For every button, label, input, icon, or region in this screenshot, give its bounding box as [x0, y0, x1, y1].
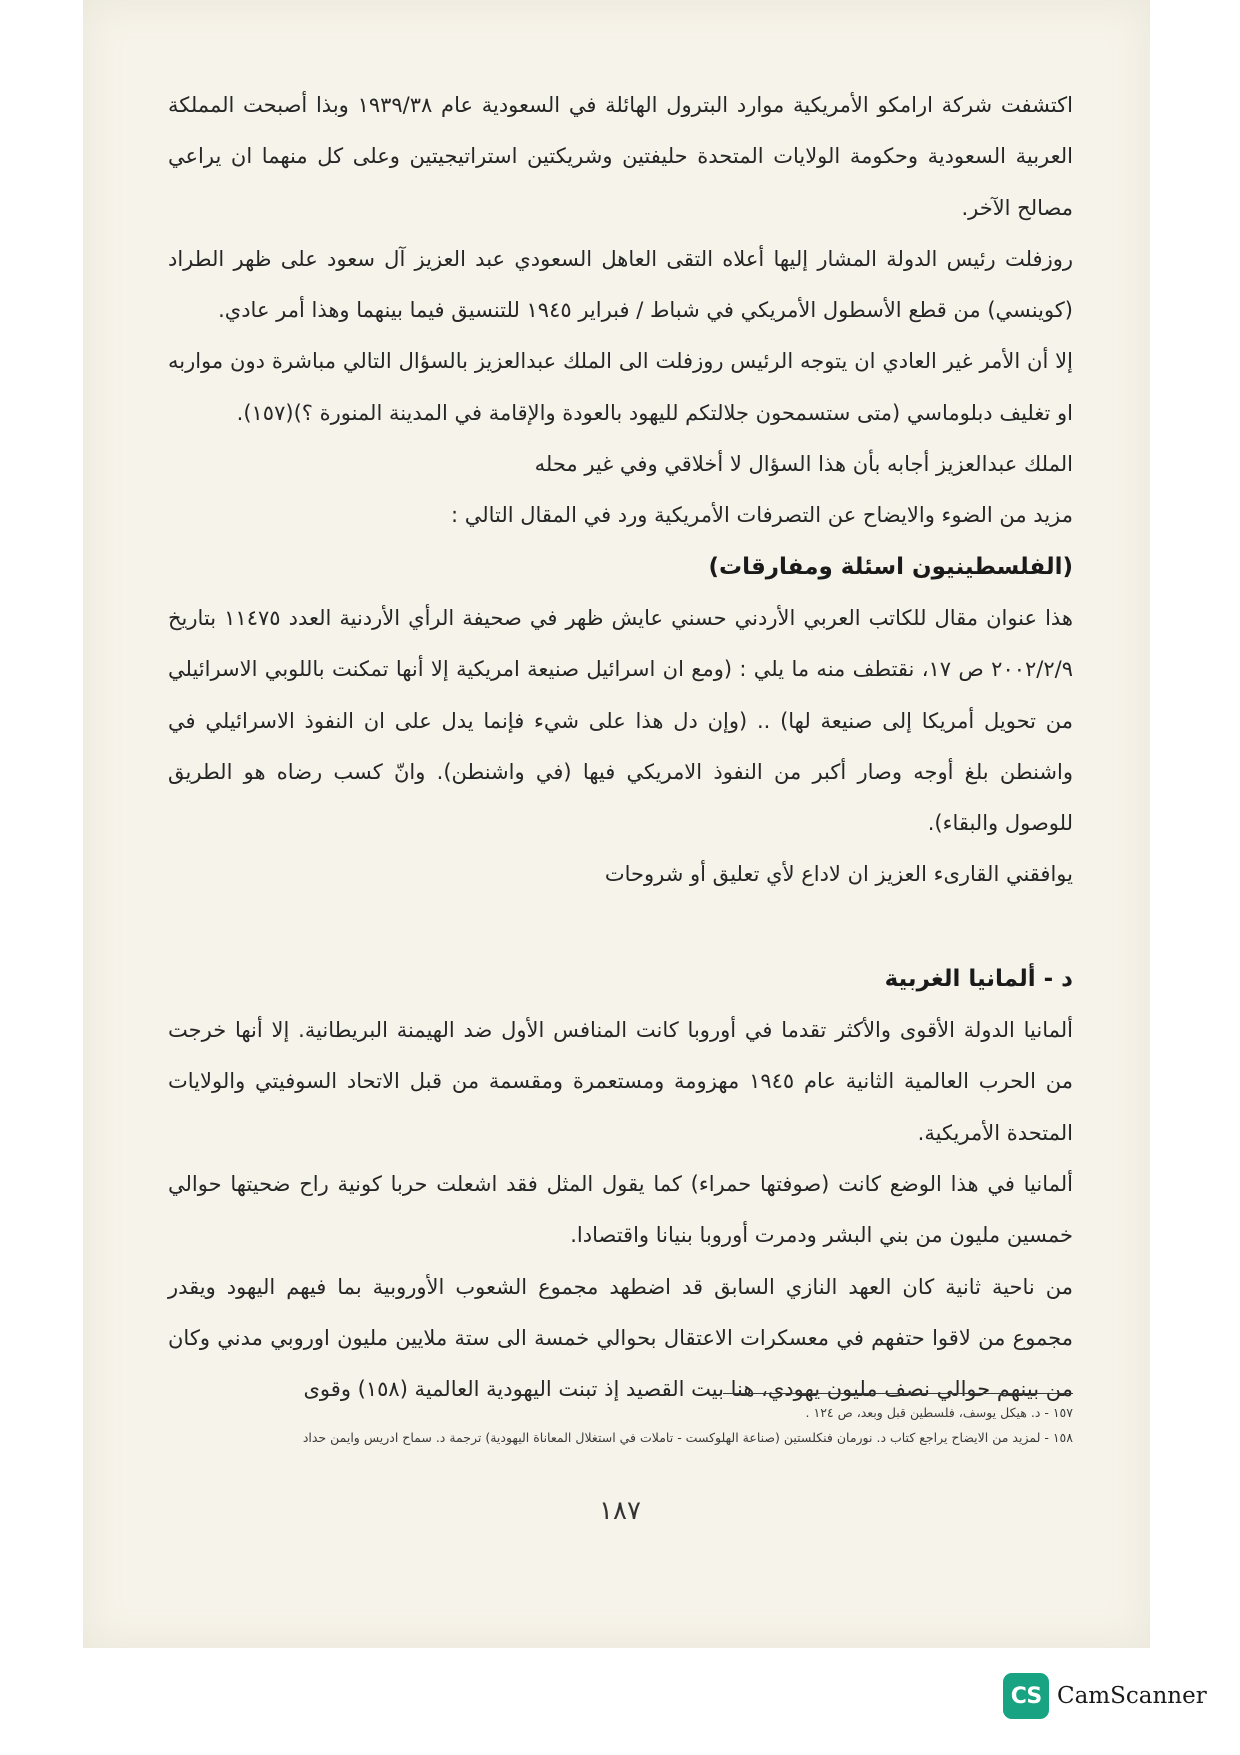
footnote-divider — [723, 1393, 1073, 1394]
camscanner-watermark — [1003, 1670, 1207, 1722]
paragraph: مزيد من الضوء والايضاح عن التصرفات الأمريكية ورد في المقال التالي : — [450, 503, 1073, 528]
paragraph: ألمانيا في هذا الوضع كانت (صوفتها حمراء) كما يقول المثل فقد اشعلت حربا كونية راح ضحيتها حوالي خمسين مليون من بني البشر ودمرت أوروبا بنيانا واقتصادا. — [168, 1171, 1073, 1248]
paragraph: من ناحية ثانية كان العهد النازي السابق قد اضطهد مجموع الشعوب الأوروبية بما فيهم اليهود ويقدر مجموع من لاقوا حتفهم في معسكرات الاعتقال بحوالي خمسة الى ستة ملايين مليون اوروبي مدني وكان من بينهم حوالي نصف مليون يهودي، هنا بيت القصيد إذ تبنت اليهودية العالمية (١٥٨) وقوى — [168, 1274, 1073, 1402]
paragraph: الملك عبدالعزيز أجابه بأن هذا السؤال لا أخلاقي وفي غير محله — [534, 452, 1073, 477]
section-heading: د - ألمانيا الغربية — [884, 965, 1073, 992]
camscanner-logo-icon: CS — [1003, 1673, 1049, 1719]
section-heading: (الفلسطينيون اسئلة ومفارقات) — [708, 553, 1073, 580]
paragraph: إلا أن الأمر غير العادي ان يتوجه الرئيس روزفلت الى الملك عبدالعزيز بالسؤال التالي مباشرة دون مواربه او تغليف دبلوماسي (متى ستسمحون جلالتكم لليهود بالعودة والإقامة في المدينة المنورة ؟)(١٥٧). — [168, 349, 1073, 425]
paragraph: يوافقني القارىء العزيز ان لاداع لأي تعليق أو شروحات — [604, 862, 1073, 887]
paragraph: اكتشفت شركة ارامكو الأمريكية موارد البترول الهائلة في السعودية عام ١٩٣٩/٣٨ وبذا أصبحت المملكة العربية السعودية وحكومة الولايات المتحدة حليفتين وشريكتين استراتيجيتين وعلى كل منهما ان يراعي مصالح الآخر. — [168, 93, 1074, 220]
camscanner-brand-name: CamScanner — [1057, 1683, 1207, 1709]
paragraph: روزفلت رئيس الدولة المشار إليها أعلاه التقى العاهل السعودي عبد العزيز آل سعود على ظهر الطراد (كوينسي) من قطع الأسطول الأمريكي في شباط / فبراير ١٩٤٥ للتنسيق فيما بينهما وهذا أمر عادي. — [168, 246, 1073, 323]
footnotes — [190, 1400, 1073, 1450]
paragraph: ألمانيا الدولة الأقوى والأكثر تقدما في أوروبا كانت المنافس الأول ضد الهيمنة البريطانية. إلا أنها خرجت من الحرب العالمية الثانية عام ١٩٤٥ مهزومة ومستعمرة ومقسمة من قبل الاتحاد السوفيتي والولايات المتحدة الأمريكية. — [168, 1018, 1073, 1145]
page-body — [168, 80, 1073, 1415]
footnote: ١٥٨ - لمزيد من الايضاح يراجع كتاب د. نورمان فنكلستين (صناعة الهلوكست - تاملات في استغلال المعاناة اليهودية) ترجمة د. سماح ادريس وايمن حداد — [302, 1430, 1073, 1445]
section-gap — [168, 901, 1073, 954]
paragraph: هذا عنوان مقال للكاتب العربي الأردني حسني عايش ظهر في صحيفة الرأي الأردنية العدد ١١٤٧٥ بتاريخ ٢٠٠٢/٢/٩ ص ١٧، نقتطف منه ما يلي : (ومع ان اسرائيل صنيعة امريكية إلا أنها تمكنت باللوبي الاسرائيلي من تحويل أمريكا إلى صنيعة لها) .. (وإن دل هذا على شيء فإنما يدل على ان النفوذ الاسرائيلي في واشنطن بلغ أوجه وصار أكبر من النفوذ الامريكي فيها (في واشنطن). وانّ كسب رضاه هو الطريق للوصول والبقاء). — [168, 605, 1074, 836]
page-number: ١٨٧ — [599, 1496, 641, 1526]
footnote: ١٥٧ - د. هيكل يوسف، فلسطين قبل وبعد، ص ١٢٤ . — [805, 1405, 1073, 1420]
